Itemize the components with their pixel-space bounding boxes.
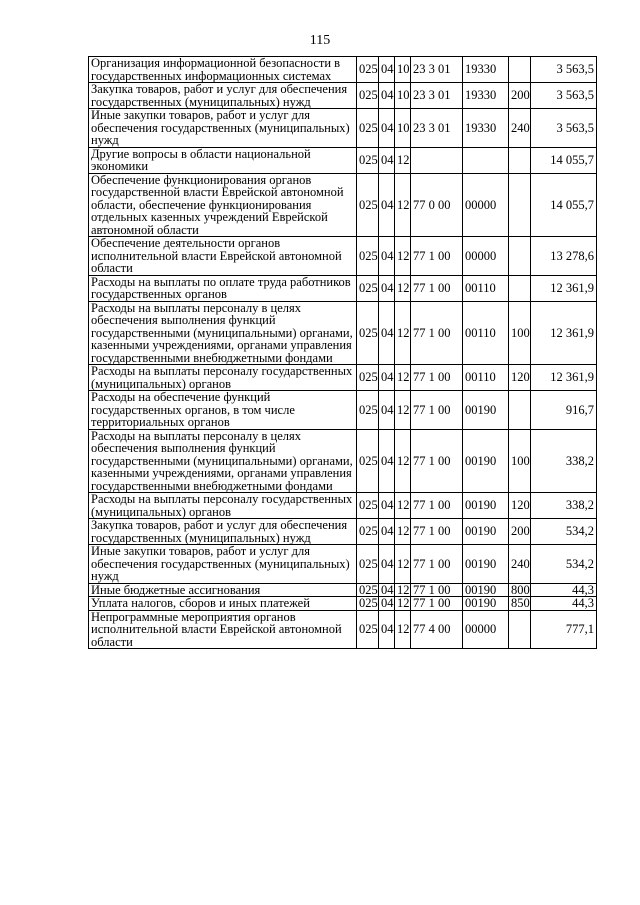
target-article-program: 77 0 00: [411, 173, 463, 237]
expense-type-code: 200: [509, 519, 531, 545]
expense-type-code: 120: [509, 365, 531, 391]
table-body: [89, 57, 597, 649]
expense-type-code: 240: [509, 109, 531, 148]
expense-type-code: 100: [509, 429, 531, 493]
subsection-code: 12: [395, 519, 411, 545]
target-article-program: 77 4 00: [411, 610, 463, 649]
table-row: [89, 275, 597, 301]
amount: 3 563,5: [531, 109, 597, 148]
subsection-code: 10: [395, 109, 411, 148]
row-name: Расходы на выплаты персоналу в целях обеспечения выполнения функций государственными (муниципальными) органами, казенными учреждениями, органами управления государственными внебюджетными фондами: [89, 429, 357, 493]
target-article-direction: [463, 147, 509, 173]
amount: 534,2: [531, 519, 597, 545]
section-code: 04: [379, 109, 395, 148]
target-article-program: 77 1 00: [411, 519, 463, 545]
expense-type-code: 120: [509, 493, 531, 519]
table-row: [89, 57, 597, 83]
ved-code: 025: [357, 301, 379, 365]
row-name: Иные закупки товаров, работ и услуг для обеспечения государственных (муниципальных) нужд: [89, 545, 357, 584]
row-name: Уплата налогов, сборов и иных платежей: [89, 597, 357, 611]
target-article-direction: 00190: [463, 583, 509, 597]
table-row: [89, 147, 597, 173]
subsection-code: 12: [395, 583, 411, 597]
target-article-program: [411, 147, 463, 173]
ved-code: 025: [357, 57, 379, 83]
target-article-program: 77 1 00: [411, 301, 463, 365]
row-name: Другие вопросы в области национальной экономики: [89, 147, 357, 173]
subsection-code: 12: [395, 597, 411, 611]
section-code: 04: [379, 597, 395, 611]
row-name: Закупка товаров, работ и услуг для обеспечения государственных (муниципальных) нужд: [89, 83, 357, 109]
target-article-program: 77 1 00: [411, 237, 463, 276]
amount: 44,3: [531, 597, 597, 611]
expense-type-code: 800: [509, 583, 531, 597]
amount: 14 055,7: [531, 147, 597, 173]
table-row: [89, 301, 597, 365]
target-article-program: 23 3 01: [411, 109, 463, 148]
table-row: [89, 493, 597, 519]
table-row: [89, 109, 597, 148]
target-article-program: 77 1 00: [411, 545, 463, 584]
expense-type-code: [509, 147, 531, 173]
expense-type-code: [509, 57, 531, 83]
row-name: Расходы на выплаты персоналу государственных (муниципальных) органов: [89, 365, 357, 391]
subsection-code: 12: [395, 301, 411, 365]
amount: 338,2: [531, 429, 597, 493]
row-name: Закупка товаров, работ и услуг для обеспечения государственных (муниципальных) нужд: [89, 519, 357, 545]
amount: 534,2: [531, 545, 597, 584]
target-article-direction: 00190: [463, 391, 509, 430]
amount: 13 278,6: [531, 237, 597, 276]
target-article-program: 77 1 00: [411, 597, 463, 611]
expense-type-code: [509, 173, 531, 237]
target-article-program: 77 1 00: [411, 583, 463, 597]
ved-code: 025: [357, 429, 379, 493]
table-row: [89, 173, 597, 237]
ved-code: 025: [357, 519, 379, 545]
table-row: [89, 365, 597, 391]
section-code: 04: [379, 365, 395, 391]
amount: 916,7: [531, 391, 597, 430]
target-article-direction: 00190: [463, 519, 509, 545]
target-article-program: 77 1 00: [411, 493, 463, 519]
table-row: [89, 83, 597, 109]
target-article-program: 77 1 00: [411, 365, 463, 391]
target-article-direction: 00000: [463, 237, 509, 276]
ved-code: 025: [357, 597, 379, 611]
row-name: Расходы на выплаты по оплате труда работников государственных органов: [89, 275, 357, 301]
section-code: 04: [379, 429, 395, 493]
ved-code: 025: [357, 173, 379, 237]
expense-type-code: [509, 275, 531, 301]
table-row: [89, 545, 597, 584]
ved-code: 025: [357, 147, 379, 173]
target-article-direction: 00110: [463, 365, 509, 391]
subsection-code: 12: [395, 365, 411, 391]
row-name: Организация информационной безопасности в государственных информационных системах: [89, 57, 357, 83]
row-name: Расходы на выплаты персоналу в целях обеспечения выполнения функций государственными (муниципальными) органами, казенными учреждениями, органами управления государственными внебюджетными фондами: [89, 301, 357, 365]
subsection-code: 12: [395, 545, 411, 584]
amount: 12 361,9: [531, 365, 597, 391]
amount: 14 055,7: [531, 173, 597, 237]
target-article-program: 23 3 01: [411, 83, 463, 109]
expense-type-code: 100: [509, 301, 531, 365]
section-code: 04: [379, 147, 395, 173]
ved-code: 025: [357, 583, 379, 597]
amount: 3 563,5: [531, 83, 597, 109]
row-name: Обеспечение деятельности органов исполнительной власти Еврейской автономной области: [89, 237, 357, 276]
section-code: 04: [379, 275, 395, 301]
subsection-code: 12: [395, 610, 411, 649]
row-name: Обеспечение функционирования органов государственной власти Еврейской автономной области, обеспечение функционирования отдельных казенных учреждений Еврейской автономной области: [89, 173, 357, 237]
target-article-direction: 19330: [463, 109, 509, 148]
target-article-program: 77 1 00: [411, 391, 463, 430]
target-article-direction: 00000: [463, 173, 509, 237]
section-code: 04: [379, 391, 395, 430]
ved-code: 025: [357, 83, 379, 109]
section-code: 04: [379, 237, 395, 276]
expense-type-code: [509, 391, 531, 430]
target-article-program: 23 3 01: [411, 57, 463, 83]
expense-type-code: [509, 237, 531, 276]
ved-code: 025: [357, 493, 379, 519]
subsection-code: 12: [395, 173, 411, 237]
amount: 777,1: [531, 610, 597, 649]
row-name: Иные закупки товаров, работ и услуг для обеспечения государственных (муниципальных) нужд: [89, 109, 357, 148]
table-row: [89, 519, 597, 545]
amount: 44,3: [531, 583, 597, 597]
target-article-direction: 19330: [463, 57, 509, 83]
section-code: 04: [379, 545, 395, 584]
row-name: Иные бюджетные ассигнования: [89, 583, 357, 597]
target-article-direction: 00000: [463, 610, 509, 649]
expense-type-code: 200: [509, 83, 531, 109]
row-name: Расходы на выплаты персоналу государственных (муниципальных) органов: [89, 493, 357, 519]
budget-table: [88, 56, 597, 649]
section-code: 04: [379, 301, 395, 365]
row-name: Расходы на обеспечение функций государственных органов, в том числе территориальных органов: [89, 391, 357, 430]
subsection-code: 10: [395, 83, 411, 109]
ved-code: 025: [357, 275, 379, 301]
table-row: [89, 583, 597, 597]
expense-type-code: 240: [509, 545, 531, 584]
ved-code: 025: [357, 237, 379, 276]
target-article-direction: 00110: [463, 275, 509, 301]
table-row: [89, 391, 597, 430]
subsection-code: 10: [395, 57, 411, 83]
amount: 338,2: [531, 493, 597, 519]
section-code: 04: [379, 583, 395, 597]
ved-code: 025: [357, 545, 379, 584]
amount: 12 361,9: [531, 301, 597, 365]
target-article-direction: 00190: [463, 545, 509, 584]
subsection-code: 12: [395, 275, 411, 301]
section-code: 04: [379, 610, 395, 649]
section-code: 04: [379, 173, 395, 237]
target-article-direction: 00110: [463, 301, 509, 365]
ved-code: 025: [357, 365, 379, 391]
amount: 12 361,9: [531, 275, 597, 301]
section-code: 04: [379, 57, 395, 83]
table-row: [89, 597, 597, 611]
section-code: 04: [379, 519, 395, 545]
expense-type-code: [509, 610, 531, 649]
page-number: 115: [309, 33, 331, 48]
subsection-code: 12: [395, 429, 411, 493]
ved-code: 025: [357, 610, 379, 649]
subsection-code: 12: [395, 147, 411, 173]
expense-type-code: 850: [509, 597, 531, 611]
section-code: 04: [379, 83, 395, 109]
target-article-program: 77 1 00: [411, 429, 463, 493]
amount: 3 563,5: [531, 57, 597, 83]
target-article-direction: 19330: [463, 83, 509, 109]
ved-code: 025: [357, 391, 379, 430]
section-code: 04: [379, 493, 395, 519]
target-article-direction: 00190: [463, 429, 509, 493]
row-name: Непрограммные мероприятия органов исполнительной власти Еврейской автономной области: [89, 610, 357, 649]
table-row: [89, 237, 597, 276]
table-row: [89, 610, 597, 649]
subsection-code: 12: [395, 237, 411, 276]
target-article-program: 77 1 00: [411, 275, 463, 301]
target-article-direction: 00190: [463, 493, 509, 519]
target-article-direction: 00190: [463, 597, 509, 611]
subsection-code: 12: [395, 493, 411, 519]
table-row: [89, 429, 597, 493]
subsection-code: 12: [395, 391, 411, 430]
ved-code: 025: [357, 109, 379, 148]
